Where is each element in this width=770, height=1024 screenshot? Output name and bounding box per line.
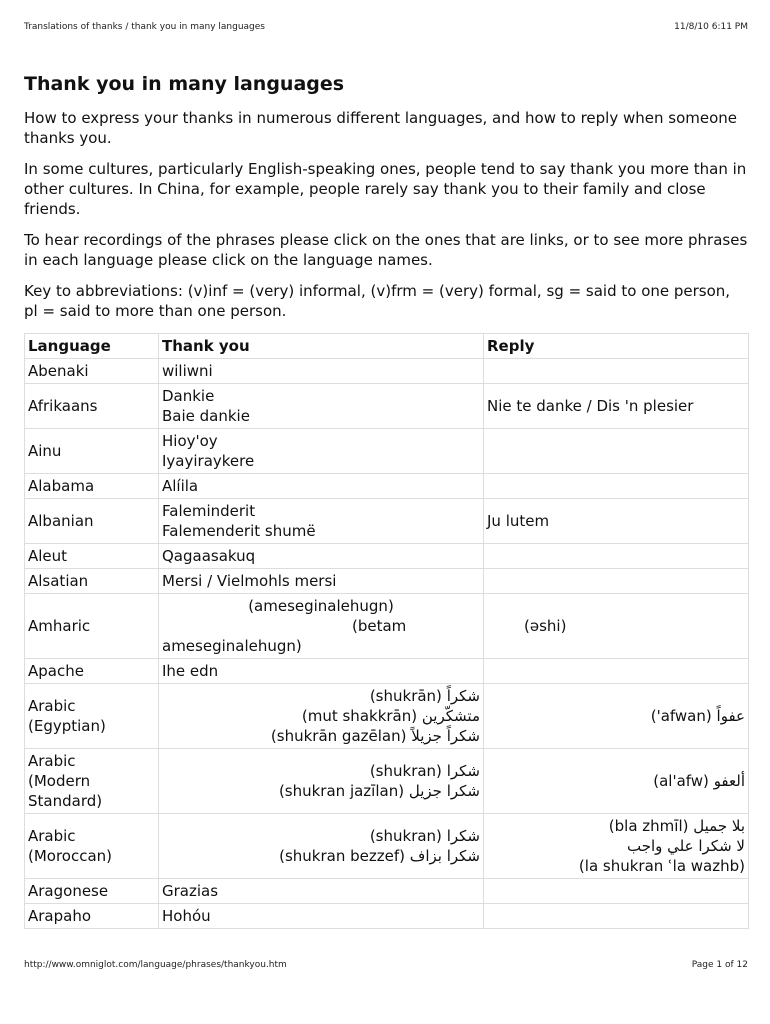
thanks-phrase: Iyayiraykere xyxy=(162,452,255,470)
thanks-romanized: (shukrān gazēlan) xyxy=(270,727,407,745)
reply-phrase[interactable] xyxy=(487,816,745,836)
reply-cell xyxy=(484,359,749,384)
language-link-abenaki[interactable]: Abenaki xyxy=(25,359,159,384)
table-header-row xyxy=(25,334,749,359)
table-row xyxy=(25,749,749,814)
table-row xyxy=(25,594,749,659)
thanks-cell: Alíila xyxy=(159,474,484,499)
thanks-phrase[interactable] xyxy=(162,826,480,846)
reply-romanized: ('afwan) xyxy=(650,707,712,725)
language-link-alsatian[interactable]: Alsatian xyxy=(25,569,159,594)
print-footer-page: Page 1 of 12 xyxy=(691,960,748,970)
language-link-arapaho[interactable]: Arapaho xyxy=(25,904,159,929)
table-row xyxy=(25,879,749,904)
thanks-phrase: (betam xyxy=(352,617,407,635)
reply-cell xyxy=(484,594,749,659)
reply-romanized: (la shukran ʿla wazhb) xyxy=(578,857,745,875)
table-row xyxy=(25,429,749,474)
language-name[interactable]: Arabic xyxy=(28,827,76,845)
table-row xyxy=(25,569,749,594)
thanks-cell: Ihe edn xyxy=(159,659,484,684)
reply-cell xyxy=(484,474,749,499)
language-link-apache[interactable]: Apache xyxy=(25,659,159,684)
thanks-phrase[interactable]: Baie dankie xyxy=(162,407,250,425)
print-header-datetime: 11/8/10 6:11 PM xyxy=(674,22,748,32)
table-row xyxy=(25,499,749,544)
thanks-arabic-script: شكراً xyxy=(446,687,480,705)
thanks-romanized: (shukrān) xyxy=(369,687,442,705)
thanks-arabic-script: شكرا xyxy=(446,762,480,780)
reply-cell xyxy=(484,544,749,569)
language-link-aragonese[interactable]: Aragonese xyxy=(25,879,159,904)
thanks-arabic-script: متشكّرين xyxy=(421,707,480,725)
thanks-phrase[interactable] xyxy=(162,781,480,801)
language-link-ainu[interactable]: Ainu xyxy=(25,429,159,474)
reply-cell xyxy=(484,749,749,814)
thanks-phrase: (ameseginalehugn) xyxy=(248,597,394,615)
thanks-arabic-script: شكرا xyxy=(446,827,480,845)
thanks-arabic-script: شكرا بزاف xyxy=(409,847,480,865)
reply-romanized: (al'afw) xyxy=(653,772,709,790)
page-title: Thank you in many languages xyxy=(24,73,345,95)
reply-phrase: (əshi) xyxy=(524,617,567,635)
thanks-phrase[interactable]: Falemenderit shumë xyxy=(162,522,316,540)
header-reply: Reply xyxy=(484,334,749,359)
language-link-afrikaans[interactable]: Afrikaans xyxy=(25,384,159,429)
reply-cell xyxy=(484,684,749,749)
thanks-phrase[interactable] xyxy=(162,686,480,706)
thanks-cell: Mersi / Vielmohls mersi xyxy=(159,569,484,594)
thanks-phrase[interactable] xyxy=(162,726,480,746)
translations-table xyxy=(24,333,749,929)
print-header-title: Translations of thanks / thank you in many languages xyxy=(24,22,265,32)
language-link-aleut[interactable]: Aleut xyxy=(25,544,159,569)
table-row xyxy=(25,814,749,879)
language-link-arabic-moroccan[interactable] xyxy=(25,814,159,879)
reply-cell xyxy=(484,659,749,684)
language-link-arabic-msa[interactable] xyxy=(25,749,159,814)
page-content xyxy=(24,70,748,929)
thanks-cell xyxy=(159,499,484,544)
thanks-phrase[interactable] xyxy=(162,846,480,866)
reply-arabic-script: ألعفو xyxy=(713,772,745,790)
abbreviations-paragraph: Key to abbreviations: (v)inf = (very) informal, (v)frm = (very) formal, sg = said to one person, pl = said to more than one person. xyxy=(24,282,731,320)
table-row xyxy=(25,684,749,749)
thanks-cell xyxy=(159,594,484,659)
reply-phrase[interactable] xyxy=(487,771,745,791)
language-link-arabic-egyptian[interactable] xyxy=(25,684,159,749)
culture-paragraph: In some cultures, particularly English-speaking ones, people tend to say thank you more than in other cultures. In China, for example, people rarely say thank you to their family and close friends. xyxy=(24,160,747,218)
thanks-cell: Hohóu xyxy=(159,904,484,929)
recordings-paragraph: To hear recordings of the phrases please click on the ones that are links, or to see more phrases in each language please click on the language names. xyxy=(24,231,748,269)
thanks-cell xyxy=(159,684,484,749)
thanks-arabic-script: شكراً جزيلاً xyxy=(411,727,480,745)
thanks-romanized: (shukran) xyxy=(369,762,442,780)
language-name[interactable]: Arabic xyxy=(28,697,76,715)
thanks-phrase: Hioy'oy xyxy=(162,432,218,450)
reply-arabic-script: عفواً xyxy=(716,707,745,725)
print-footer xyxy=(24,960,748,970)
thanks-cell: Qagaasakuq xyxy=(159,544,484,569)
reply-phrase[interactable] xyxy=(487,706,745,726)
table-row xyxy=(25,659,749,684)
reply-cell xyxy=(484,569,749,594)
header-thank-you: Thank you xyxy=(159,334,484,359)
intro-paragraph: How to express your thanks in numerous different languages, and how to reply when someone thanks you. xyxy=(24,109,738,147)
thanks-phrase[interactable]: Dankie xyxy=(162,387,215,405)
thanks-romanized: (mut shakkrān) xyxy=(301,707,418,725)
reply-cell xyxy=(484,904,749,929)
language-variant[interactable]: (Moroccan) xyxy=(28,847,113,865)
thanks-arabic-script: شكرا جزيل xyxy=(408,782,480,800)
header-language: Language xyxy=(25,334,159,359)
thanks-romanized: (shukran jazīlan) xyxy=(278,782,405,800)
print-footer-url: http://www.omniglot.com/language/phrases/thankyou.htm xyxy=(24,960,287,970)
table-row xyxy=(25,904,749,929)
thanks-cell xyxy=(159,814,484,879)
print-header xyxy=(24,22,748,32)
thanks-phrase[interactable]: Faleminderit xyxy=(162,502,256,520)
language-link-albanian[interactable]: Albanian xyxy=(25,499,159,544)
thanks-cell xyxy=(159,384,484,429)
reply-cell xyxy=(484,429,749,474)
language-variant[interactable]: (Modern xyxy=(28,772,91,790)
reply-cell xyxy=(484,879,749,904)
reply-arabic-script: بلا جميل xyxy=(693,817,745,835)
thanks-phrase[interactable] xyxy=(162,706,480,726)
language-link-amharic[interactable]: Amharic xyxy=(25,594,159,659)
reply-cell: Nie te danke / Dis 'n plesier xyxy=(484,384,749,429)
language-variant[interactable]: Standard) xyxy=(28,792,103,810)
thanks-cell: Grazias xyxy=(159,879,484,904)
table-row xyxy=(25,359,749,384)
reply-romanized: (bla zhmīl) xyxy=(608,817,689,835)
reply-cell: Ju lutem xyxy=(484,499,749,544)
language-variant[interactable]: (Egyptian) xyxy=(28,717,106,735)
thanks-cell: wiliwni xyxy=(159,359,484,384)
reply-cell xyxy=(484,814,749,879)
language-link-alabama[interactable]: Alabama xyxy=(25,474,159,499)
thanks-cell xyxy=(159,749,484,814)
thanks-romanized: (shukran) xyxy=(369,827,442,845)
thanks-phrase: ameseginalehugn) xyxy=(162,637,302,655)
thanks-romanized: (shukran bezzef) xyxy=(279,847,405,865)
table-row xyxy=(25,474,749,499)
thanks-cell xyxy=(159,429,484,474)
table-row xyxy=(25,544,749,569)
thanks-phrase[interactable] xyxy=(162,761,480,781)
language-name[interactable]: Arabic xyxy=(28,752,76,770)
table-row xyxy=(25,384,749,429)
reply-arabic-script: لا شكرا علي واجب xyxy=(627,837,745,855)
